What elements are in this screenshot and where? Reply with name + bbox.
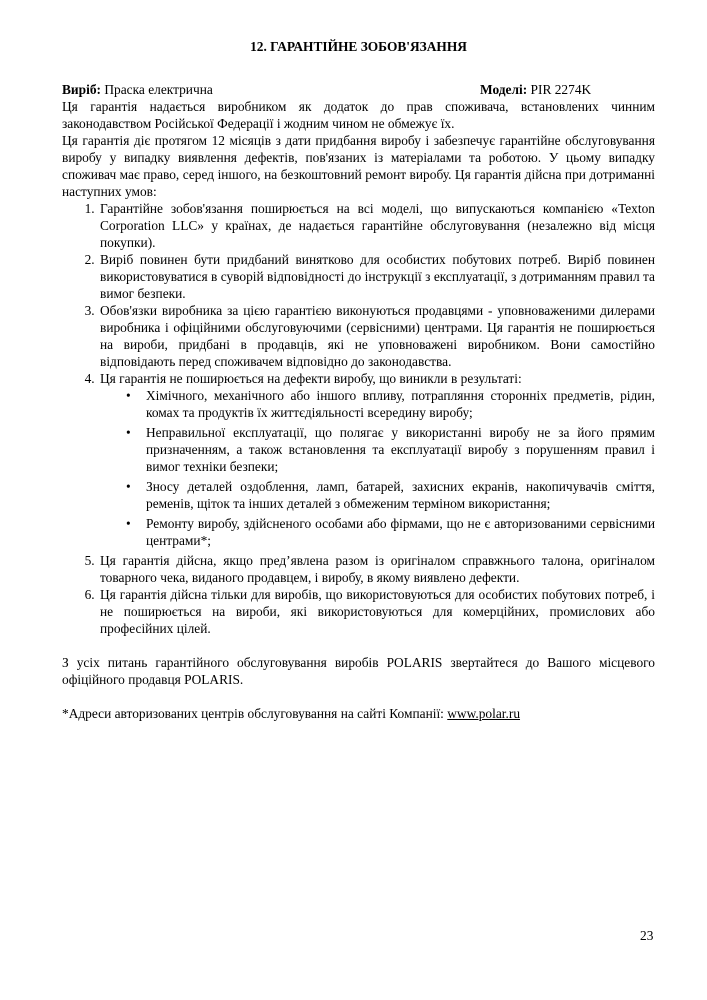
condition-item: 6. Ця гарантія дійсна тільки для виробів, що використовуються для особистих побутових потреб, і не поширюється на вироби, які використовуються для комерційних, промислових або професійних цілей. — [98, 586, 655, 637]
condition-item: 5. Ця гарантія дійсна, якщо пред’явлена разом із оригіналом справжнього талона, оригіналом товарного чека, виданого продавцем, і виробу, в якому виявлено дефекти. — [98, 552, 655, 586]
exclusion-item — [126, 515, 655, 549]
warranty-page — [62, 38, 655, 722]
product-line — [62, 81, 655, 98]
intro-paragraph-2: Ця гарантія діє протягом 12 місяців з дати придбання виробу і забезпечує гарантійне обслуговування виробу у випадку виявлення дефектів, пов'язаних із матеріалами та роботою. У цьому випадку споживач має право, серед іншого, на безкоштовний ремонт виробу. Ця гарантія дійсна при дотриманні наступних умов: — [62, 133, 655, 199]
conditions-list — [62, 200, 655, 637]
website-link[interactable]: www.polar.ru — [447, 706, 521, 721]
exclusion-item — [126, 478, 655, 512]
exclusions-list — [100, 387, 655, 549]
bullet-icon: • — [126, 479, 131, 494]
intro-paragraph-1: Ця гарантія надається виробником як додаток до прав споживача, встановлених чинним законодавством Російської Федерації і жодним чином не обмежує їх. — [62, 99, 655, 131]
product-value: Праска електрична — [104, 82, 213, 97]
spacer — [62, 688, 655, 705]
exclusion-text: Ремонту виробу, здійсненого особами або фірмами, що не є авторизованими сервісними центрами*; — [146, 516, 655, 548]
page-number: 23 — [640, 928, 654, 943]
exclusion-text: Зносу деталей оздоблення, ламп, батарей, захисних екранів, накопичувачів сміття, ременів, щіток та інших деталей з обмеженим терміном використання; — [146, 479, 655, 511]
section-title: 12. ГАРАНТІЙНЕ ЗОБОВ'ЯЗАННЯ — [250, 39, 467, 54]
model-info — [480, 81, 591, 98]
exclusion-text: Неправильної експлуатації, що полягає у використанні виробу не за його прямим призначенням, а також встановлення та експлуатації виробу з порушенням правил і вимог техніки безпеки; — [146, 425, 655, 474]
exclusion-item — [126, 424, 655, 475]
model-value: PIR 2274K — [530, 82, 592, 97]
condition-item: 2. Виріб повинен бути придбаний винятково для особистих побутових потреб. Виріб повинен використовуватися в суворій відповідності до інструкції з експлуатації, з дотриманням правил та вимог безпеки. — [98, 251, 655, 302]
closing-paragraph: З усіх питань гарантійного обслуговування виробів POLARIS звертайтеся до Вашого місцевого офіційного продавця POLARIS. — [62, 655, 655, 687]
model-label: Моделі: — [480, 82, 528, 97]
condition-text: Ця гарантія не поширюється на дефекти виробу, що виникли в результаті: — [100, 371, 522, 386]
product-label: Виріб: — [62, 82, 101, 97]
exclusion-item — [126, 387, 655, 421]
condition-item: 3. Обов'язки виробника за цією гарантією виконуються продавцями - уповноваженими дилерами виробника і офіційними обслуговуючими (сервісними) центрами. Ця гарантія не поширюється на вироби, придбані в продавців, які не уповноважені виробником. Вони самостійно відповідають перед споживачем відповідно до законодавства. — [98, 302, 655, 370]
footnote-text: *Адреси авторизованих центрів обслуговування на сайті Компанії: — [62, 706, 448, 721]
exclusion-text: Хімічного, механічного або іншого впливу, потрапляння сторонніх предметів, рідин, комах та продуктів їх життєдіяльності всередину виробу; — [146, 388, 655, 420]
bullet-icon: • — [126, 425, 131, 440]
spacer — [62, 637, 655, 654]
condition-item — [98, 370, 655, 549]
footnote — [62, 705, 655, 722]
bullet-icon: • — [126, 516, 131, 531]
bullet-icon: • — [126, 388, 131, 403]
condition-item: 1. Гарантійне зобов'язання поширюється на всі моделі, що випускаються компанією «Texton Corporation LLC» у країнах, де надається гарантійне обслуговування (незалежно від місця покупки). — [98, 200, 655, 251]
